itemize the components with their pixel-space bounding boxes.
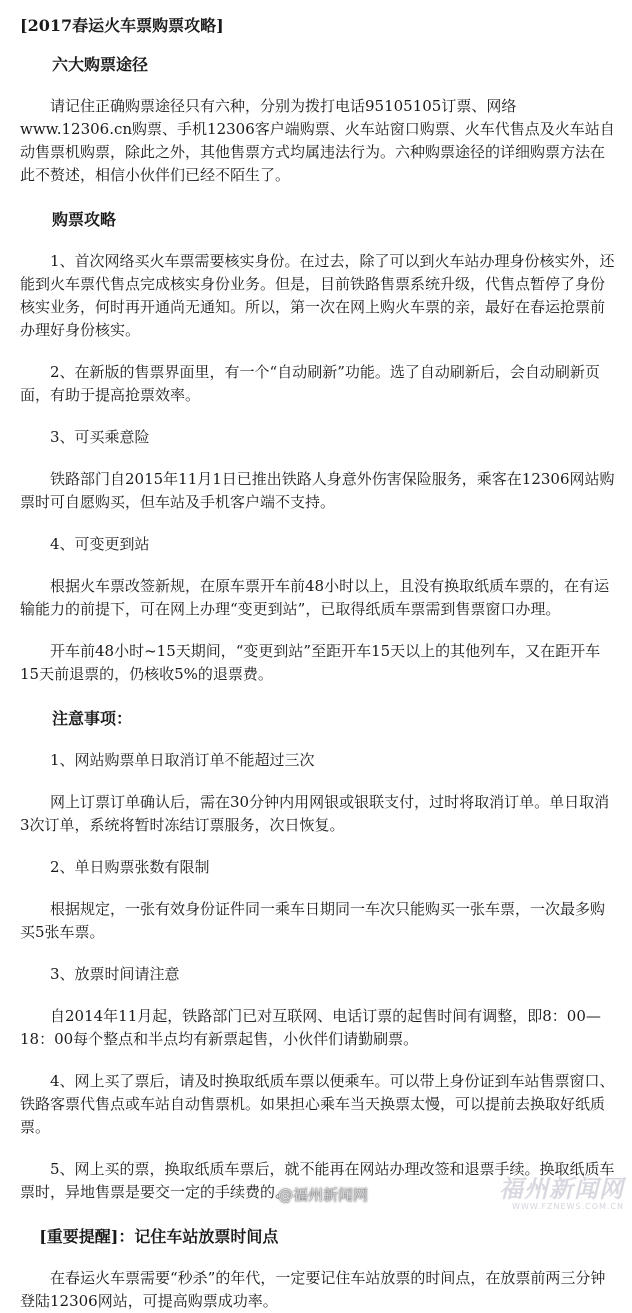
note-1-text: 网上订票订单确认后，需在30分钟内用网银或银联支付，过时将取消订单。单日取消3次订单，系统将暂时冻结订票服务，次日恢复。 (20, 793, 610, 834)
weibo-watermark: @福州新闻网 (278, 1186, 369, 1204)
note-3-text: 自2014年11月起，铁路部门已对互联网、电话订票的起售时间有调整，即8：00—18：00每个整点和半点均有新票起售，小伙伴们请勤刷票。 (20, 1007, 601, 1048)
strategy-item-3-text: 铁路部门自2015年11月1日已推出铁路人身意外伤害保险服务，乘客在12306网站购票时可自愿购买，但车站及手机客户端不支持。 (20, 470, 615, 511)
reminder-text: 在春运火车票需要“秒杀”的年代，一定要记住车站放票的时间点，在放票前两三分钟登陆12306网站，可提高购票成功率。 (20, 1269, 606, 1310)
logo-text: 福州新闻网 (499, 1175, 624, 1203)
article-body (20, 14, 616, 1313)
strategy-item-2: 2、在新版的售票界面里，有一个“自动刷新”功能。选了自动刷新后，会自动刷新页面，有助于提高抢票效率。 (20, 363, 600, 404)
strategy-item-1: 1、首次网络买火车票需要核实身份。在过去，除了可以到火车站办理身份核实外，还能到火车票代售点完成核实身份业务。但是，目前铁路售票系统升级，代售点暂停了身份核实业务，何时再开通尚无通知。所以，第一次在网上购火车票的亲，最好在春运抢票前办理好身份核实。 (20, 252, 615, 339)
routes-paragraph: 请记住正确购票途径只有六种，分别为拨打电话95105105订票、网络www.12306.cn购票、手机12306客户端购票、火车站窗口购票、火车代售点及火车站自动售票机购票，除此之外，其他售票方式均属违法行为。六种购票途径的详细购票方法在此不赘述，相信小伙伴们已经不陌生了。 (20, 97, 615, 184)
section-heading-reminder: [重要提醒]：记住车站放票时间点 (39, 1227, 279, 1246)
logo-url: WWW.FZNEWS.COM.CN (512, 1202, 624, 1211)
section-heading-notes: 注意事项： (52, 709, 133, 728)
note-3-title: 3、放票时间请注意 (50, 965, 180, 983)
strategy-item-4-text-2: 开车前48小时~15天期间，“变更到站”至距开车15天以上的其他列车，又在距开车15天前退票的，仍核收5%的退票费。 (20, 642, 601, 683)
article-title: [2017春运火车票购票攻略] (20, 16, 224, 35)
strategy-item-4-text-1: 根据火车票改签新规，在原车票开车前48小时以上，且没有换取纸质车票的，在有运输能力的前提下，可在网上办理“变更到站”，已取得纸质车票需到售票窗口办理。 (20, 577, 610, 618)
note-2-title: 2、单日购票张数有限制 (50, 858, 210, 876)
section-heading-strategy: 购票攻略 (52, 210, 117, 229)
section-heading-routes: 六大购票途径 (52, 55, 149, 74)
note-5-text: 5、网上买的票，换取纸质车票后，就不能再在网站办理改签和退票手续。换取纸质车票时，异地售票是要交一定的手续费的。 (20, 1160, 615, 1201)
strategy-item-3-title: 3、可买乘意险 (50, 428, 150, 446)
note-4-text: 4、网上买了票后，请及时换取纸质车票以便乘车。可以带上身份证到车站售票窗口、铁路客票代售点或车站自动售票机。如果担心乘车当天换票太慢，可以提前去换取好纸质票。 (20, 1072, 615, 1136)
note-1-title: 1、网站购票单日取消订单不能超过三次 (50, 751, 315, 769)
note-2-text: 根据规定，一张有效身份证件同一乘车日期同一车次只能购买一张车票，一次最多购买5张车票。 (20, 900, 606, 941)
strategy-item-4-title: 4、可变更到站 (50, 535, 150, 553)
